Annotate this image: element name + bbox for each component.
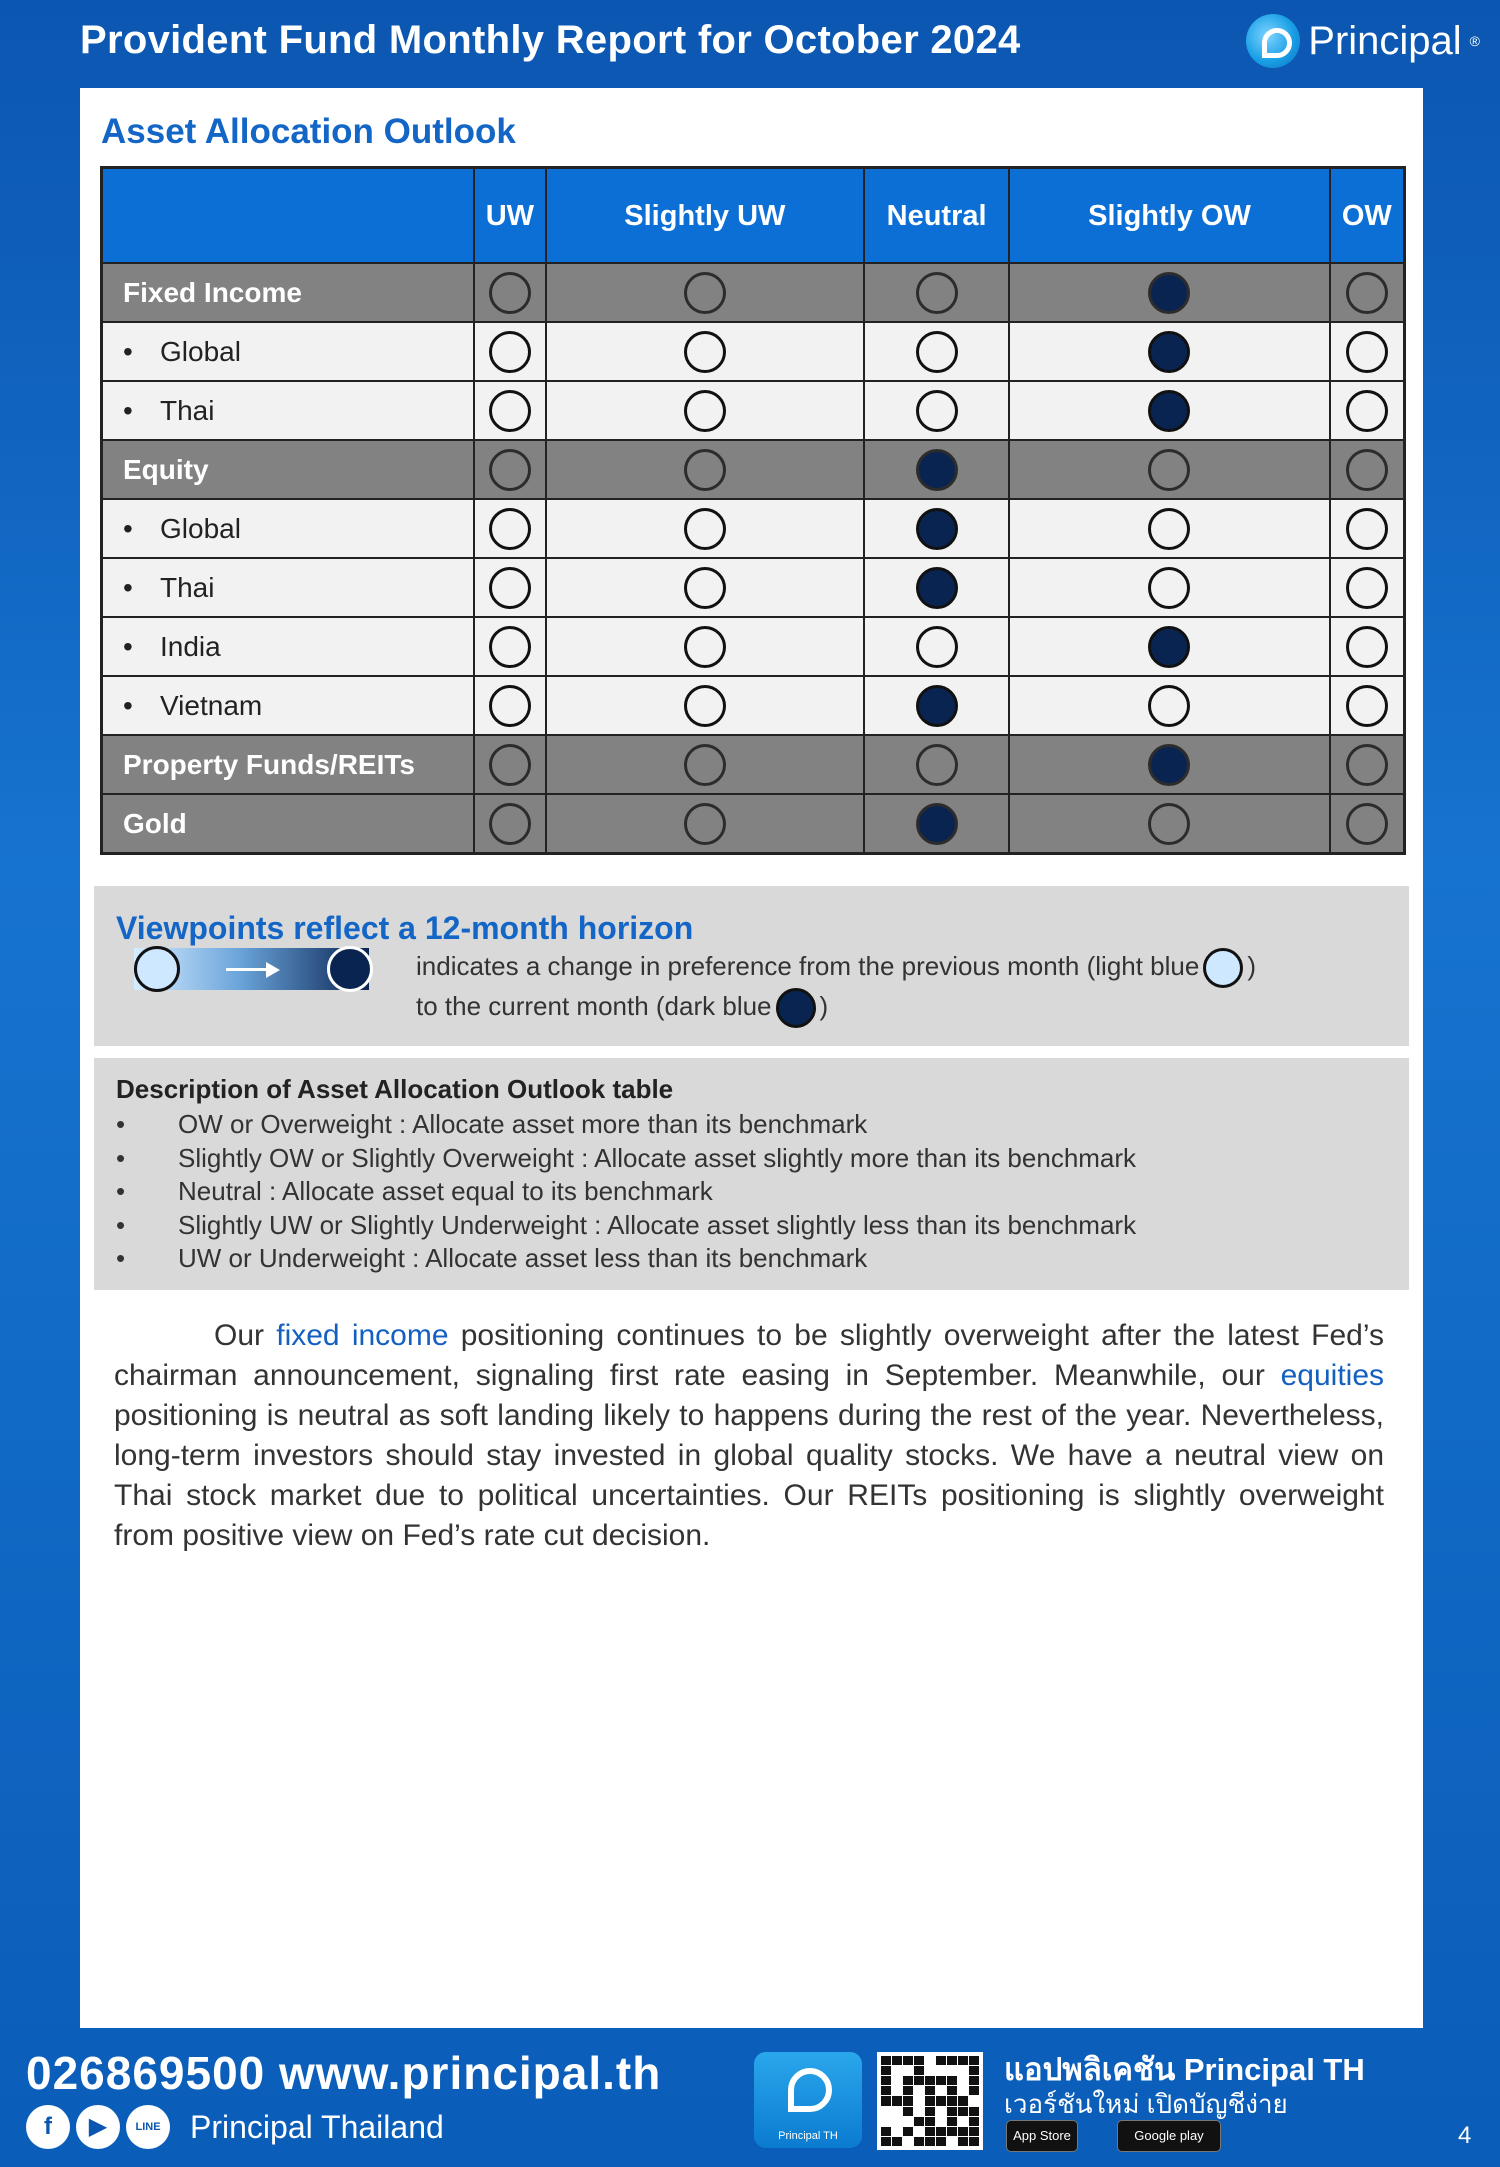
row-label-text: India bbox=[160, 630, 221, 662]
arrow-icon bbox=[226, 968, 270, 971]
row-label-text: Equity bbox=[123, 453, 209, 485]
column-header: OW bbox=[1330, 168, 1405, 264]
row-label bbox=[102, 676, 475, 735]
row-label bbox=[102, 794, 475, 854]
row-label bbox=[102, 617, 475, 676]
arrow-head-icon bbox=[266, 962, 280, 978]
allocation-cell bbox=[1330, 381, 1405, 440]
table-row bbox=[102, 794, 1405, 854]
allocation-cell bbox=[1330, 558, 1405, 617]
empty-circle-icon bbox=[1346, 331, 1388, 373]
allocation-cell bbox=[864, 617, 1009, 676]
empty-circle-icon bbox=[1346, 803, 1388, 845]
empty-circle-icon bbox=[489, 626, 531, 668]
google-play-badge[interactable]: Google play bbox=[1117, 2120, 1221, 2152]
allocation-cell bbox=[864, 440, 1009, 499]
allocation-cell bbox=[1009, 794, 1329, 854]
highlight-equities: equities bbox=[1280, 1359, 1384, 1392]
app-subtitle: เวอร์ชันใหม่ เปิดบัญชีง่าย bbox=[1004, 2089, 1288, 2119]
allocation-cell bbox=[474, 440, 546, 499]
table-row bbox=[102, 676, 1405, 735]
bullet: • bbox=[123, 335, 133, 367]
allocation-cell bbox=[864, 322, 1009, 381]
empty-circle-icon bbox=[916, 626, 958, 668]
empty-circle-icon bbox=[1346, 567, 1388, 609]
empty-circle-icon bbox=[489, 331, 531, 373]
empty-circle-icon bbox=[684, 685, 726, 727]
principal-app-icon[interactable] bbox=[754, 2052, 862, 2148]
allocation-cell bbox=[546, 381, 864, 440]
allocation-cell bbox=[1009, 617, 1329, 676]
selected-circle-icon bbox=[1148, 744, 1190, 786]
legend-line-2: to the current month (dark blue bbox=[416, 990, 772, 1021]
allocation-cell bbox=[546, 558, 864, 617]
allocation-cell bbox=[1330, 263, 1405, 322]
list-item: • UW or Underweight : Allocate asset less than its benchmark bbox=[116, 1243, 868, 1273]
selected-circle-icon bbox=[1148, 626, 1190, 668]
row-label bbox=[102, 558, 475, 617]
empty-circle-icon bbox=[489, 449, 531, 491]
allocation-cell bbox=[546, 676, 864, 735]
footer-social bbox=[26, 2105, 444, 2149]
bullet: • bbox=[123, 394, 133, 426]
empty-circle-icon bbox=[1346, 685, 1388, 727]
description-title: Description of Asset Allocation Outlook table bbox=[116, 1074, 674, 1104]
row-label-text: Vietnam bbox=[160, 689, 263, 721]
empty-circle-icon bbox=[489, 508, 531, 550]
empty-circle-icon bbox=[489, 567, 531, 609]
highlight-fixed-income: fixed income bbox=[276, 1319, 449, 1352]
row-label-text: Global bbox=[160, 335, 241, 367]
viewpoints-title: Viewpoints reflect a 12-month horizon bbox=[116, 910, 694, 946]
empty-circle-icon bbox=[489, 685, 531, 727]
table-row bbox=[102, 617, 1405, 676]
empty-circle-icon bbox=[1346, 626, 1388, 668]
description-box bbox=[94, 1058, 1409, 1290]
table-corner-cell bbox=[102, 168, 475, 264]
bullet: • bbox=[123, 571, 133, 603]
empty-circle-icon bbox=[1346, 744, 1388, 786]
bullet: • bbox=[123, 689, 133, 721]
allocation-cell bbox=[1330, 735, 1405, 794]
section-title: Asset Allocation Outlook bbox=[101, 112, 516, 151]
allocation-cell bbox=[864, 794, 1009, 854]
allocation-cell bbox=[1009, 558, 1329, 617]
allocation-cell bbox=[864, 263, 1009, 322]
allocation-cell bbox=[1330, 617, 1405, 676]
empty-circle-icon bbox=[1148, 567, 1190, 609]
app-store-badge[interactable]: App Store bbox=[1006, 2120, 1078, 2152]
selected-circle-icon bbox=[1148, 390, 1190, 432]
allocation-cell bbox=[546, 735, 864, 794]
allocation-cell bbox=[546, 617, 864, 676]
app-tile-caption: Principal TH bbox=[778, 2130, 838, 2142]
list-item: • Slightly OW or Slightly Overweight : Allocate asset slightly more than its benchmark bbox=[116, 1142, 1137, 1173]
empty-circle-icon bbox=[916, 331, 958, 373]
description-list bbox=[116, 1108, 1136, 1276]
selected-circle-icon bbox=[916, 685, 958, 727]
page-number: 4 bbox=[1458, 2122, 1472, 2149]
allocation-cell bbox=[864, 381, 1009, 440]
legend-line-1: indicates a change in preference from the previous month (light blue bbox=[416, 950, 1200, 981]
allocation-cell bbox=[1009, 381, 1329, 440]
table-row bbox=[102, 322, 1405, 381]
app-title: แอปพลิเคชัน Principal TH bbox=[1004, 2052, 1365, 2087]
report-page bbox=[80, 88, 1423, 2028]
table-header-row bbox=[102, 168, 1405, 264]
light-blue-circle-icon bbox=[1203, 948, 1243, 988]
column-header: Neutral bbox=[864, 168, 1009, 264]
selected-circle-icon bbox=[1148, 272, 1190, 314]
allocation-cell bbox=[1009, 263, 1329, 322]
empty-circle-icon bbox=[1346, 272, 1388, 314]
selected-circle-icon bbox=[916, 508, 958, 550]
allocation-cell bbox=[474, 381, 546, 440]
dark-blue-circle-icon bbox=[776, 988, 816, 1028]
allocation-cell bbox=[1330, 440, 1405, 499]
list-item: • OW or Overweight : Allocate asset more than its benchmark bbox=[116, 1109, 868, 1139]
empty-circle-icon bbox=[916, 390, 958, 432]
current-month-circle-icon bbox=[327, 946, 373, 992]
row-label bbox=[102, 735, 475, 794]
allocation-cell bbox=[1330, 499, 1405, 558]
empty-circle-icon bbox=[684, 744, 726, 786]
empty-circle-icon bbox=[684, 272, 726, 314]
allocation-cell bbox=[1330, 794, 1405, 854]
allocation-cell bbox=[1330, 676, 1405, 735]
viewpoints-legend-text bbox=[416, 948, 1256, 1028]
empty-circle-icon bbox=[489, 272, 531, 314]
row-label bbox=[102, 263, 475, 322]
allocation-cell bbox=[474, 263, 546, 322]
row-label-text: Thai bbox=[160, 571, 215, 603]
list-item: • Slightly UW or Slightly Underweight : Allocate asset slightly less than its benchmark bbox=[116, 1209, 1137, 1240]
facebook-icon[interactable]: f bbox=[26, 2105, 70, 2149]
empty-circle-icon bbox=[684, 567, 726, 609]
column-header: Slightly OW bbox=[1009, 168, 1329, 264]
empty-circle-icon bbox=[684, 803, 726, 845]
allocation-cell bbox=[546, 794, 864, 854]
qr-code-icon[interactable] bbox=[877, 2052, 983, 2150]
allocation-cell bbox=[1330, 322, 1405, 381]
allocation-cell bbox=[864, 499, 1009, 558]
asset-allocation-table bbox=[100, 166, 1406, 855]
registered-mark: ® bbox=[1469, 33, 1480, 49]
allocation-cell bbox=[864, 558, 1009, 617]
allocation-cell bbox=[546, 322, 864, 381]
allocation-cell bbox=[474, 794, 546, 854]
row-label-text: Property Funds/REITs bbox=[123, 748, 415, 780]
brand-name: Principal bbox=[1308, 18, 1462, 63]
empty-circle-icon bbox=[489, 803, 531, 845]
allocation-cell bbox=[474, 499, 546, 558]
empty-circle-icon bbox=[684, 626, 726, 668]
empty-circle-icon bbox=[684, 331, 726, 373]
empty-circle-icon bbox=[1346, 390, 1388, 432]
footer-contact[interactable]: 026869500 www.principal.th bbox=[26, 2047, 662, 2099]
allocation-cell bbox=[1009, 440, 1329, 499]
allocation-cell bbox=[1009, 322, 1329, 381]
row-label bbox=[102, 381, 475, 440]
brand-logo[interactable] bbox=[1246, 14, 1480, 68]
allocation-cell bbox=[546, 499, 864, 558]
table-row bbox=[102, 499, 1405, 558]
viewpoints-box bbox=[94, 886, 1409, 1046]
allocation-cell bbox=[1009, 735, 1329, 794]
row-label bbox=[102, 499, 475, 558]
list-item: • Neutral : Allocate asset equal to its benchmark bbox=[116, 1176, 713, 1206]
allocation-cell bbox=[546, 263, 864, 322]
table-row bbox=[102, 381, 1405, 440]
allocation-cell bbox=[474, 735, 546, 794]
row-label bbox=[102, 440, 475, 499]
bullet: • bbox=[123, 512, 133, 544]
allocation-cell bbox=[474, 558, 546, 617]
legend-line-1-end: ) bbox=[1247, 950, 1257, 981]
row-label-text: Global bbox=[160, 512, 241, 544]
empty-circle-icon bbox=[489, 390, 531, 432]
header-title: Provident Fund Monthly Report for October 2024 bbox=[80, 18, 1021, 62]
selected-circle-icon bbox=[916, 803, 958, 845]
row-label-text: Gold bbox=[123, 807, 187, 839]
column-header: Slightly UW bbox=[546, 168, 864, 264]
allocation-cell bbox=[864, 676, 1009, 735]
empty-circle-icon bbox=[489, 744, 531, 786]
selected-circle-icon bbox=[916, 449, 958, 491]
empty-circle-icon bbox=[1148, 803, 1190, 845]
allocation-cell bbox=[546, 440, 864, 499]
empty-circle-icon bbox=[1346, 508, 1388, 550]
allocation-cell bbox=[474, 322, 546, 381]
empty-circle-icon bbox=[684, 390, 726, 432]
empty-circle-icon bbox=[1148, 508, 1190, 550]
table-row bbox=[102, 440, 1405, 499]
empty-circle-icon bbox=[684, 449, 726, 491]
table-row bbox=[102, 735, 1405, 794]
youtube-icon[interactable]: ▶ bbox=[76, 2105, 120, 2149]
column-header: UW bbox=[474, 168, 546, 264]
selected-circle-icon bbox=[916, 567, 958, 609]
previous-month-circle-icon bbox=[134, 946, 180, 992]
line-icon[interactable]: LINE bbox=[126, 2105, 170, 2149]
row-label-text: Thai bbox=[160, 394, 215, 426]
empty-circle-icon bbox=[916, 744, 958, 786]
legend-line-2-end: ) bbox=[819, 990, 829, 1021]
table-body bbox=[102, 263, 1405, 854]
table-row bbox=[102, 558, 1405, 617]
empty-circle-icon bbox=[1148, 685, 1190, 727]
empty-circle-icon bbox=[1148, 449, 1190, 491]
empty-circle-icon bbox=[916, 272, 958, 314]
row-label-text: Fixed Income bbox=[123, 276, 302, 308]
principal-logo-icon bbox=[1246, 14, 1300, 68]
table-row bbox=[102, 263, 1405, 322]
row-label bbox=[102, 322, 475, 381]
empty-circle-icon bbox=[684, 508, 726, 550]
allocation-cell bbox=[1009, 499, 1329, 558]
allocation-cell bbox=[1009, 676, 1329, 735]
empty-circle-icon bbox=[1346, 449, 1388, 491]
allocation-cell bbox=[474, 676, 546, 735]
selected-circle-icon bbox=[1148, 331, 1190, 373]
commentary-paragraph: Our fixed income positioning continues to be slightly overweight after the latest Fed’s chairman announcement, signaling first rate easing in September. Meanwhile, our equities positioning is neutral as soft landing likely to happens during the rest of the year. Nevertheless, long-term investors should stay invested in global quality stocks. We have a neutral view on Thai stock market due to political uncertainties. Our REITs positioning is slightly overweight from positive view on Fed’s rate cut decision. bbox=[114, 1319, 1384, 1552]
social-account-name: Principal Thailand bbox=[190, 2108, 444, 2145]
allocation-cell bbox=[474, 617, 546, 676]
bullet: • bbox=[123, 630, 133, 662]
app-logo-icon bbox=[788, 2068, 832, 2112]
allocation-cell bbox=[864, 735, 1009, 794]
